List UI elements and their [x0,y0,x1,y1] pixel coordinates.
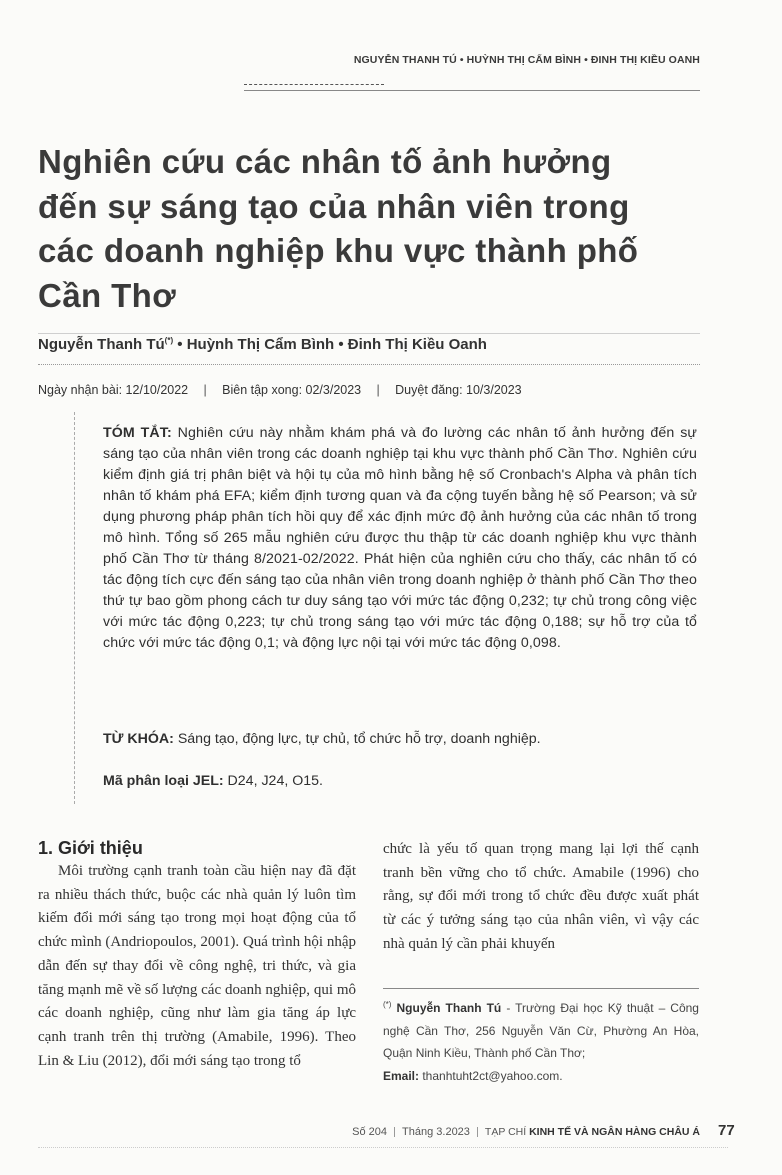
authors-divider [38,364,700,365]
abstract-text: Nghiên cứu này nhằm khám phá và đo lường các nhân tố ảnh hưởng đến sự sáng tạo của nhân viên trong các doanh nghiệp tại khu vực thành phố Cần Thơ. Nghiên cứu kiểm định giá trị phân biệt và hội tụ của mô hình bằng hệ số Cronbach's Alpha và phân tích nhân tố khám phá EFA; kiểm định tương quan và đa cộng tuyến bằng hệ số Pearson; và sử dụng phương pháp phân tích hồi quy để xác định mức độ ảnh hưởng của các nhân tố trong mô hình. Tổng số 265 mẫu nghiên cứu được thu thập từ các doanh nghiệp khu vực thành phố Cần Thơ từ tháng 8/2021-02/2022. Phát hiện của nghiên cứu cho thấy, các nhân tố có tác động tích cực đến sáng tạo của nhân viên trong doanh nghiệp ở thành phố Cần Thơ theo thứ tự bao gồm phong cách tư duy sáng tạo với mức tác động 0,232; tự chủ trong công việc với mức tác động 0,223; tự chủ trong sáng tạo với mức tác động 0,188; sự hỗ trợ của tổ chức với mức tác động 0,1; và động lực nội tại với mức tác động 0,098. [103,425,697,651]
date-edited: Biên tập xong: 02/3/2023 [222,383,362,397]
keywords-label: TỪ KHÓA: [103,731,174,747]
jel-label: Mã phân loại JEL: [103,773,224,789]
header-rule [244,90,700,91]
footer-journal [485,1126,700,1138]
jel-text: D24, J24, O15. [223,773,323,789]
dates-line [38,383,522,397]
date-separator: | [203,383,207,397]
section-heading: 1. Giới thiệu [38,838,143,858]
footer-rule [38,1147,728,1148]
abstract-side-rule [74,412,75,804]
title-line: đến sự sáng tạo của nhân viên trong [38,187,630,225]
page-footer [300,1126,700,1138]
running-head: NGUYỄN THANH TÚ • HUỲNH THỊ CẨM BÌNH • ĐINH THỊ KIỀU OANH [353,54,700,66]
footer-divider [477,1127,478,1137]
author-line [38,336,487,353]
author-others: • Huỳnh Thị Cẩm Bình • Đinh Thị Kiều Oanh [173,336,487,353]
header-rule-dashed [244,84,384,85]
author-footnote [383,994,699,1087]
jel-codes [103,773,323,789]
abstract-label: TÓM TẮT: [103,425,172,441]
footer-issue: Số 204 [352,1126,388,1138]
date-received: Ngày nhận bài: 12/10/2022 [38,383,189,397]
footer-divider [394,1127,395,1137]
footnote-mark: (*) [383,1000,392,1009]
footer-journal-prefix: TẠP CHÍ [484,1126,527,1138]
date-published: Duyệt đăng: 10/3/2023 [395,383,522,397]
title-line: Cần Thơ [38,276,177,314]
footnote-name: Nguyễn Thanh Tú [391,1001,502,1015]
abstract [103,423,697,654]
author-footnote-mark: (*) [164,336,174,345]
footnote-email-label: Email: [383,1068,420,1083]
body-column-left: Môi trường cạnh tranh toàn cầu hiện nay đã đặt ra nhiều thách thức, buộc các nhà quản lý luôn tìm kiếm đổi mới sáng tạo trong mọi hoạt động của tổ chức mình (Andriopoulos, 2001). Quá trình hội nhập dẫn đến sự thay đổi về công nghệ, tri thức, và gia tăng mạnh mẽ về số lượng các doanh nghiệp, qui mô các doanh nghiệp, cũng như làm gia tăng áp lực cạnh tranh trên thị trường (Amabile, 1996). Theo Lin & Liu (2012), đổi mới sáng tạo trong tổ [38,863,356,1069]
author-first: Nguyễn Thanh Tú [38,336,165,353]
title-line: các doanh nghiệp khu vực thành phố [38,232,639,269]
footnote-affiliation: - Trường Đại học Kỹ thuật – Công nghệ Cần Thơ, 256 Nguyễn Văn Cừ, Phường An Hòa, Quận Ninh Kiều, Thành phố Cần Thơ; [383,1001,699,1060]
footer-month: Tháng 3.2023 [402,1126,470,1138]
keywords-text: Sáng tạo, động lực, tự chủ, tổ chức hỗ trợ, doanh nghiệp. [173,731,541,747]
date-separator: | [376,383,380,397]
title-line: Nghiên cứu các nhân tố ảnh hưởng [38,143,612,180]
footer-journal-name: KINH TẾ VÀ NGÂN HÀNG CHÂU Á [529,1126,700,1138]
footnote-rule [383,988,699,989]
keywords [103,731,541,747]
article-title [38,140,718,318]
page-number: 77 [718,1122,735,1139]
title-divider [38,333,700,334]
body-column-right: chức là yếu tố quan trọng mang lại lợi thế cạnh tranh bền vững cho tổ chức. Amabile (1996) cho rằng, sự đổi mới trong tổ chức đều được xuất phát từ các ý tưởng sáng tạo của nhân viên, vì vậy các nhà quản lý cần phải khuyến [383,841,699,952]
footnote-email: thanhtuht2ct@yahoo.com. [419,1068,563,1083]
